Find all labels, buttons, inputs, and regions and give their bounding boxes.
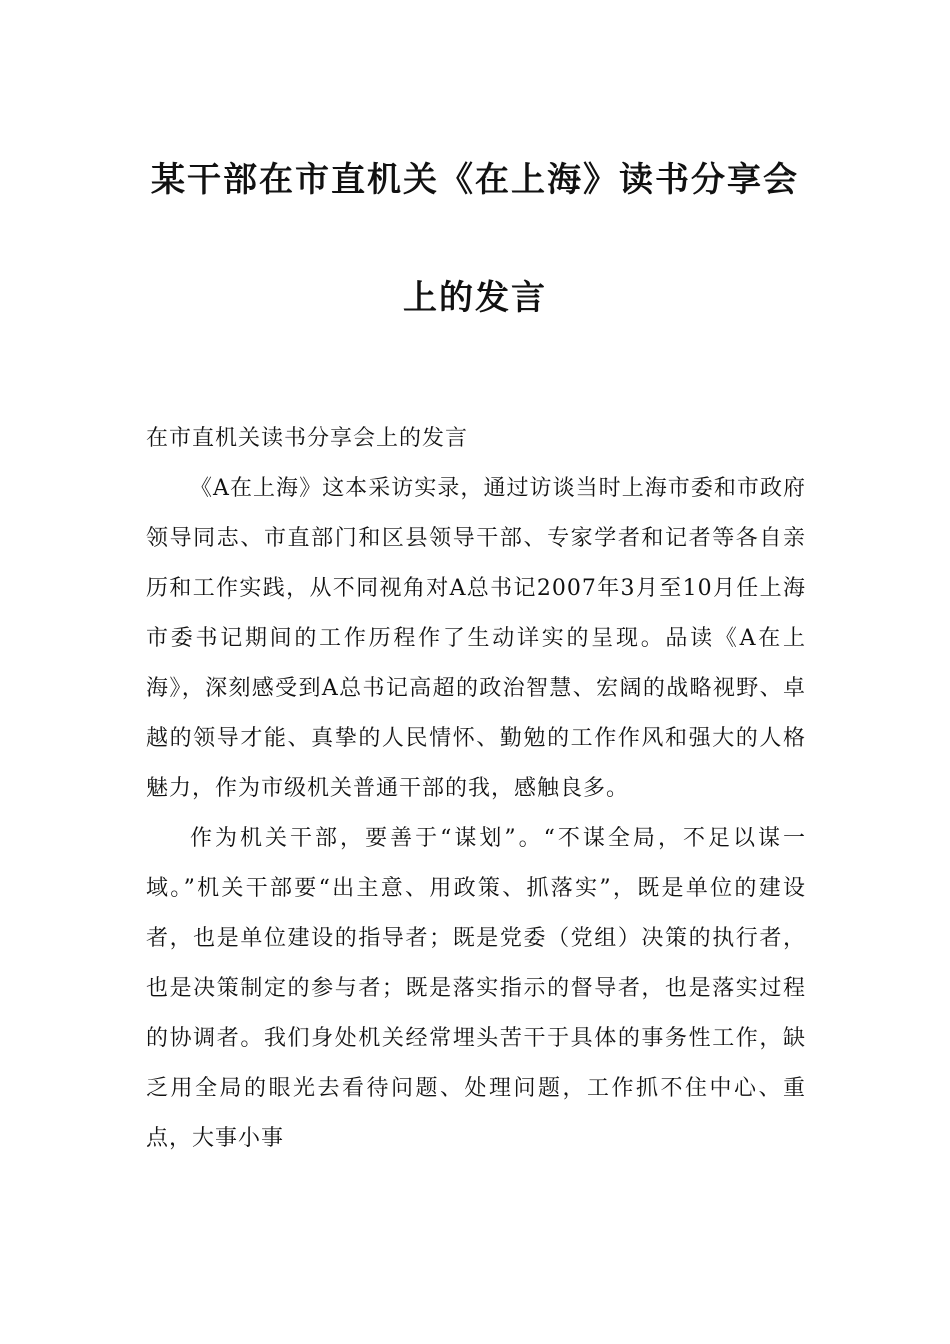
document-title-line-1: 某干部在市直机关《在上海》读书分享会 bbox=[151, 160, 799, 200]
paragraph-2: 作为机关干部，要善于“谋划”。“不谋全局，不足以谋一域。”机关干部要“出主意、用政策、抓落实”，既是单位的建设者，也是单位建设的指导者；既是党委（党组）决策的执行者，也是决策制定的参与者；既是落实指示的督导者，也是落实过程的协调者。我们身处机关经常埋头苦干于具体的事务性工作，缺乏用全局的眼光去看待问题、处理问题，工作抓不住中心、重点，大事小事 bbox=[146, 826, 806, 1151]
document-body bbox=[146, 414, 806, 1164]
document-subtitle: 在市直机关读书分享会上的发言 bbox=[146, 426, 469, 451]
document-title-line-2: 上的发言 bbox=[403, 278, 547, 318]
paragraph-1: 《A在上海》这本采访实录，通过访谈当时上海市委和市政府领导同志、市直部门和区县领导干部、专家学者和记者等各自亲历和工作实践，从不同视角对A总书记2007年3月至10月任上海市委书记期间的工作历程作了生动详实的呈现。品读《A在上海》，深刻感受到A总书记高超的政治智慧、宏阔的战略视野、卓越的领导才能、真挚的人民情怀、勤勉的工作作风和强大的人格魅力，作为市级机关普通干部的我，感触良多。 bbox=[146, 476, 806, 801]
